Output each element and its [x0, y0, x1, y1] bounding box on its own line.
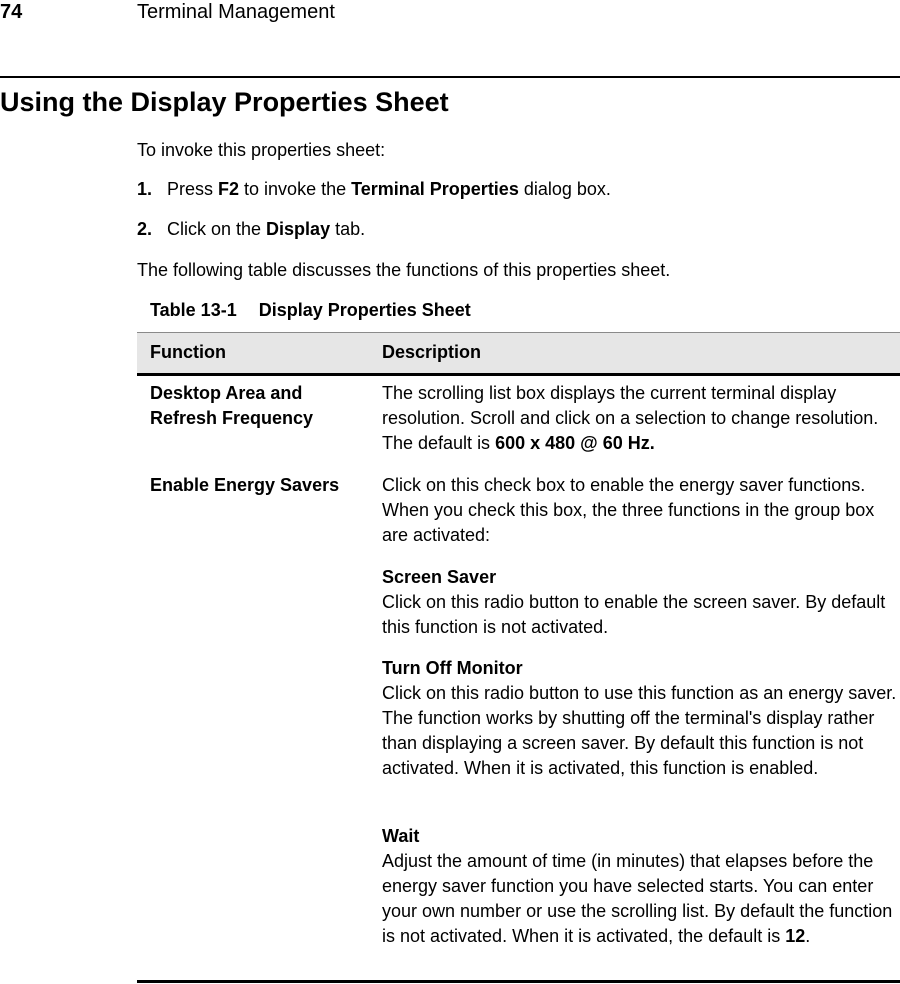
step-number: 2. — [137, 219, 153, 239]
default-value: 12 — [785, 926, 806, 946]
subitem-wait — [382, 824, 897, 949]
subitem-title: Wait — [382, 826, 420, 846]
subitem-turn-off-monitor — [382, 656, 897, 781]
column-header-description: Description — [382, 342, 482, 362]
step-number: 1. — [137, 179, 153, 199]
intro-text: To invoke this properties sheet: — [137, 140, 386, 160]
step-text: Click on the — [167, 219, 267, 239]
section-heading: Using the Display Properties Sheet — [0, 87, 449, 117]
subitem-text: Adjust the amount of time (in minutes) that elapses before the energy saver function you have selected starts. You can enter your own number or use the scrolling list. By default the function is not activated. When it is activated, the default is — [382, 851, 893, 946]
step-1 — [137, 177, 611, 201]
table-header-rule — [137, 373, 900, 376]
page-number: 74 — [0, 1, 23, 23]
subitem-text-tail: . — [805, 926, 811, 946]
table-cell-description — [382, 381, 897, 456]
step-text: tab. — [330, 219, 366, 239]
table-caption-label: Table 13-1 — [150, 300, 237, 320]
subitem-text: Click on this radio button to enable the screen saver. By default this function is not activated. — [382, 592, 886, 637]
step-2 — [137, 217, 365, 241]
subitem-title: Screen Saver — [382, 567, 497, 587]
table-caption — [150, 298, 471, 322]
header-rule — [0, 76, 900, 78]
table-cell-function: Desktop Area and Refresh Frequency — [150, 383, 314, 428]
subitem-text: Click on this radio button to use this function as an energy saver. The function works by shutting off the terminal's display rather than displaying a screen saver. By default this function is not activated. When it is activated, this function is enabled. — [382, 683, 897, 778]
column-header-function: Function — [150, 342, 226, 362]
running-header: Terminal Management — [137, 1, 335, 23]
table-cell-function: Enable Energy Savers — [150, 475, 340, 495]
table-cell-description: Click on this check box to enable the energy saver functions. When you check this box, the three functions in the group box are activated: — [382, 475, 875, 545]
default-value: 600 x 480 @ 60 Hz. — [495, 433, 655, 453]
table-intro: The following table discusses the functions of this properties sheet. — [137, 260, 671, 280]
description-text: The scrolling list box displays the current terminal display resolution. Scroll and click on a selection to change resolution. The default is — [382, 383, 879, 453]
step-text: Press — [167, 179, 219, 199]
subitem-screen-saver — [382, 565, 897, 640]
step-text: to invoke the — [239, 179, 352, 199]
table-caption-title: Display Properties Sheet — [258, 300, 471, 320]
tab-name: Display — [266, 219, 331, 239]
key-name: F2 — [218, 179, 240, 199]
subitem-title: Turn Off Monitor — [382, 658, 523, 678]
table-header — [137, 332, 900, 375]
dialog-name: Terminal Properties — [351, 179, 519, 199]
step-text: dialog box. — [518, 179, 611, 199]
table-bottom-rule — [137, 980, 900, 983]
